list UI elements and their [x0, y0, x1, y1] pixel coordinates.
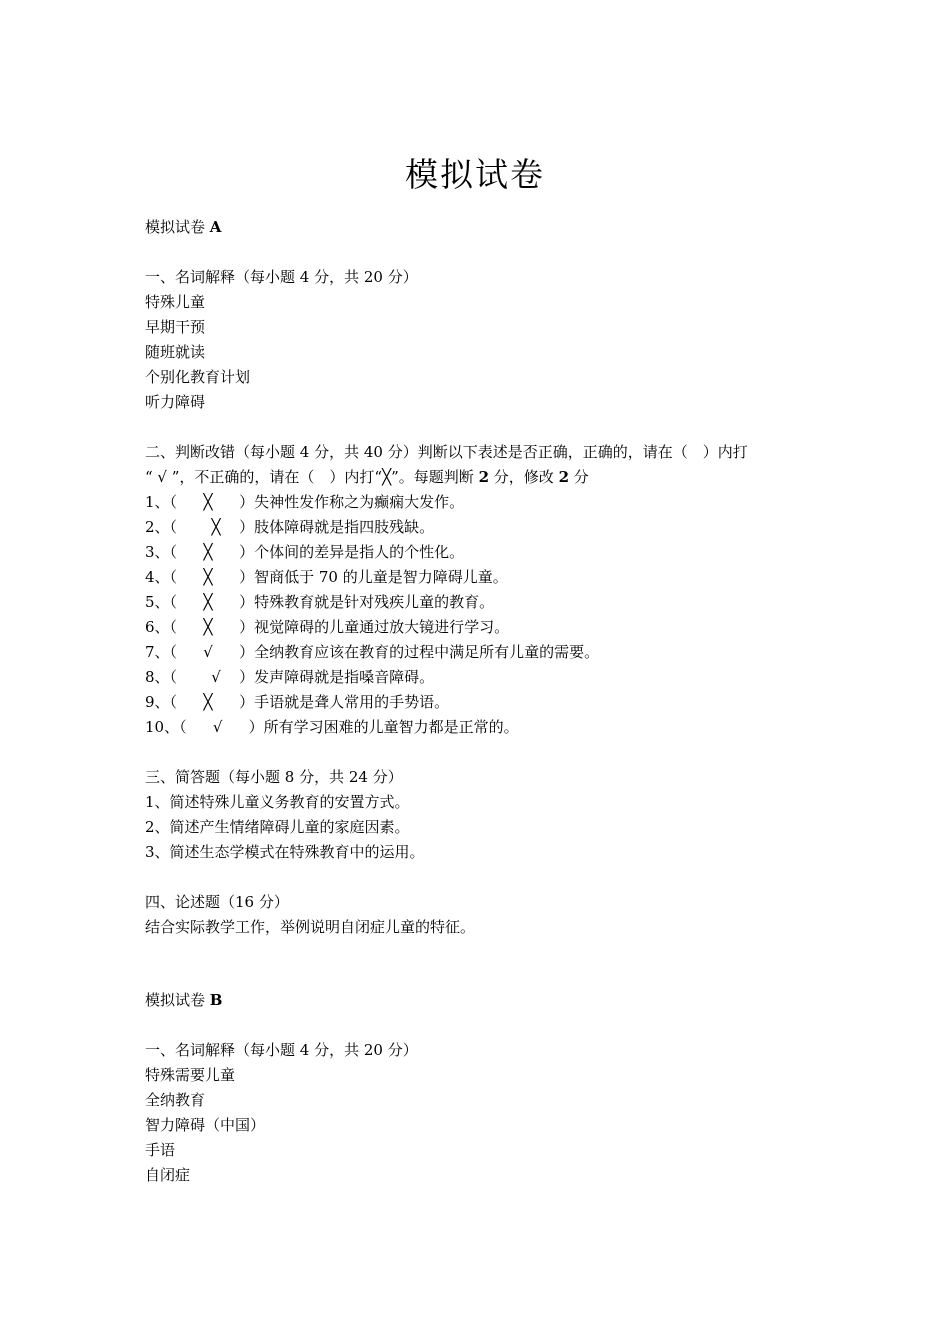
- item-number: 2、: [145, 518, 170, 536]
- answer-mark: ╳: [203, 618, 213, 636]
- judge-item: 3、（ ╳ ）个体间的差异是指人的个性化。: [145, 540, 464, 565]
- section-title: 一、名词解释（每小题 4 分，共 20 分）: [145, 1041, 418, 1059]
- answer-mark: ╳: [203, 693, 213, 711]
- term-item: 随班就读: [145, 343, 206, 361]
- answer-mark: ╳: [203, 543, 213, 561]
- judge-item: 8、（ √ ）发声障碍就是指嗓音障碍。: [145, 665, 434, 690]
- section-instructions: [145, 465, 589, 490]
- instr-text: 分: [569, 468, 589, 486]
- paper-b-heading-letter: B: [209, 991, 223, 1009]
- question-item: 2、简述产生情绪障碍儿童的家庭因素。: [145, 818, 410, 836]
- term-item: 手语: [145, 1141, 176, 1159]
- item-text: 个体间的差异是指人的个性化。: [254, 543, 465, 561]
- judge-item: 10、（ √ ）所有学习困难的儿童智力都是正常的。: [145, 715, 519, 740]
- term-item: 早期干预: [145, 318, 206, 336]
- item-text: 肢体障碍就是指四肢残缺。: [254, 518, 435, 536]
- term-item: 自闭症: [145, 1166, 191, 1184]
- instr-number: 2: [478, 468, 490, 486]
- paper-b-heading-prefix: 模拟试卷: [145, 991, 210, 1009]
- term-item: 智力障碍（中国）: [145, 1116, 266, 1134]
- judge-item: 7、（ √ ）全纳教育应该在教育的过程中满足所有儿童的需要。: [145, 640, 599, 665]
- judge-item: 1、（ ╳ ）失神性发作称之为癫痫大发作。: [145, 490, 464, 515]
- item-text: 视觉障碍的儿童通过放大镜进行学习。: [254, 618, 510, 636]
- paper-a-heading-letter: A: [209, 218, 222, 236]
- item-number: 9、: [145, 693, 170, 711]
- instr-text: “ √ ”，不正确的，请在（ ）内打“╳”。每题判断: [145, 468, 479, 486]
- question-item: 3、简述生态学模式在特殊教育中的运用。: [145, 843, 425, 861]
- item-number: 4、: [145, 568, 170, 586]
- question-item: 1、简述特殊儿童义务教育的安置方式。: [145, 793, 410, 811]
- term-item: 听力障碍: [145, 393, 206, 411]
- item-text: 所有学习困难的儿童智力都是正常的。: [263, 718, 519, 736]
- answer-mark: ╳: [203, 593, 213, 611]
- item-number: 3、: [145, 543, 170, 561]
- item-text: 全纳教育应该在教育的过程中满足所有儿童的需要。: [254, 643, 600, 661]
- term-item: 全纳教育: [145, 1091, 206, 1109]
- instr-text: 分，修改: [489, 468, 559, 486]
- section-title: 三、简答题（每小题 8 分，共 24 分）: [145, 768, 403, 786]
- judge-item: 5、（ ╳ ）特殊教育就是针对残疾儿童的教育。: [145, 590, 494, 615]
- answer-mark: √: [212, 718, 223, 736]
- answer-mark: √: [203, 643, 213, 661]
- judge-item: 6、（ ╳ ）视觉障碍的儿童通过放大镜进行学习。: [145, 615, 509, 640]
- section-title: 二、判断改错（每小题 4 分，共 40 分）判断以下表述是否正确，正确的，请在（ ）内打: [145, 443, 748, 461]
- item-text: 失神性发作称之为癫痫大发作。: [254, 493, 465, 511]
- judge-item: 4、（ ╳ ）智商低于 70 的儿童是智力障碍儿童。: [145, 565, 508, 590]
- question-item: 结合实际教学工作，举例说明自闭症儿童的特征。: [145, 918, 476, 936]
- section-title: 一、名词解释（每小题 4 分，共 20 分）: [145, 268, 418, 286]
- term-item: 个别化教育计划: [145, 368, 251, 386]
- paper-a-heading: [145, 215, 221, 240]
- answer-mark: ╳: [203, 568, 213, 586]
- item-text: 发声障碍就是指嗓音障碍。: [254, 668, 435, 686]
- paper-a-heading-prefix: 模拟试卷: [145, 218, 210, 236]
- item-number: 6、: [145, 618, 170, 636]
- term-item: 特殊儿童: [145, 293, 206, 311]
- item-number: 8、: [145, 668, 170, 686]
- item-number: 5、: [145, 593, 170, 611]
- answer-mark: ╳: [203, 493, 213, 511]
- page-title: 模拟试卷: [405, 155, 545, 194]
- item-text: 特殊教育就是针对残疾儿童的教育。: [254, 593, 495, 611]
- paper-b-heading: [145, 988, 222, 1013]
- judge-item: 2、（ ╳ ）肢体障碍就是指四肢残缺。: [145, 515, 434, 540]
- item-number: 7、: [145, 643, 170, 661]
- answer-mark: ╳: [211, 518, 221, 536]
- term-item: 特殊需要儿童: [145, 1066, 236, 1084]
- item-number: 1、: [145, 493, 170, 511]
- instr-number: 2: [558, 468, 569, 486]
- item-number: 10、: [145, 718, 180, 736]
- judge-item: 9、（ ╳ ）手语就是聋人常用的手势语。: [145, 690, 449, 715]
- answer-mark: √: [211, 668, 221, 686]
- section-title: 四、论述题（16 分）: [145, 893, 289, 911]
- item-text: 智商低于 70 的儿童是智力障碍儿童。: [254, 568, 508, 586]
- item-text: 手语就是聋人常用的手势语。: [254, 693, 450, 711]
